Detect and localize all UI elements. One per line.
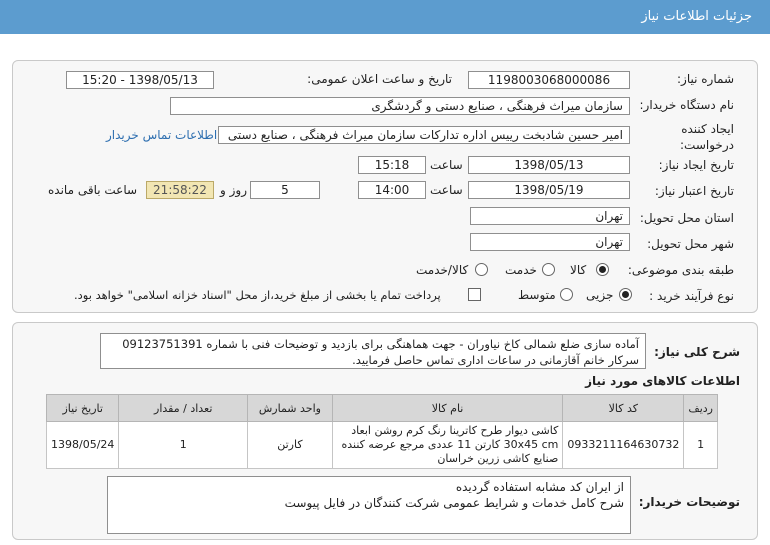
- treasury-payment-note: پرداخت تمام یا بخشی از مبلغ خرید،از محل "اسناد خزانه اسلامی" خواهد بود.: [74, 288, 441, 302]
- col-item-name: نام کالا: [332, 395, 563, 422]
- buyer-notes-label: توضیحات خریدار:: [638, 495, 740, 509]
- category-radio-service[interactable]: [542, 263, 555, 276]
- creator-field[interactable]: امیر حسین شادبخت رییس اداره تدارکات سازمان میراث فرهنگی ، صنایع دستی: [218, 126, 630, 144]
- buyer-notes-line2: شرح کامل خدمات و شرایط عمومی شرکت کنندگان در فایل پیوست: [284, 496, 624, 510]
- valid-date-field[interactable]: 1398/05/19: [468, 181, 630, 199]
- process-option-minor: جزیی: [586, 288, 614, 302]
- buyer-contact-link[interactable]: اطلاعات تماس خریدار: [106, 128, 218, 142]
- summary-label: شرح کلی نیاز:: [654, 345, 740, 359]
- category-option-service: خدمت: [505, 263, 537, 277]
- process-radio-medium[interactable]: [560, 288, 573, 301]
- goods-section-title: اطلاعات کالاهای مورد نیاز: [585, 374, 740, 388]
- announce-datetime-field[interactable]: 1398/05/13 - 15:20: [66, 71, 214, 89]
- create-date-field[interactable]: 1398/05/13: [468, 156, 630, 174]
- col-row-number: ردیف: [684, 395, 718, 422]
- buyer-notes-textbox[interactable]: [107, 476, 631, 534]
- create-time-field[interactable]: 15:18: [358, 156, 426, 174]
- buyer-org-field[interactable]: سازمان میراث فرهنگی ، صنایع دستی و گردشگری: [170, 97, 630, 115]
- valid-time-field[interactable]: 14:00: [358, 181, 426, 199]
- creator-label-line1: ایجاد کننده: [681, 122, 734, 136]
- need-number-field[interactable]: 1198003068000086: [468, 71, 630, 89]
- announce-datetime-label: تاریخ و ساعت اعلان عمومی:: [307, 72, 452, 86]
- process-type-label: نوع فرآیند خرید :: [649, 289, 734, 303]
- create-date-label: تاریخ ایجاد نیاز:: [658, 158, 734, 172]
- days-label: روز و: [220, 183, 247, 197]
- category-option-goods: کالا: [570, 263, 587, 277]
- process-radio-minor[interactable]: [619, 288, 632, 301]
- valid-time-label: ساعت: [430, 183, 463, 197]
- cell-unit: کارتن: [248, 422, 333, 469]
- summary-textbox[interactable]: آماده سازی ضلع شمالی کاخ نیاوران - جهت هماهنگی برای بازدید و توضیحات فنی با شماره 09123751391 سرکار خانم آقازمانی در ساعات اداری تماس حاصل فرمایید.: [100, 333, 646, 369]
- province-field[interactable]: تهران: [470, 207, 630, 225]
- category-radio-goods[interactable]: [596, 263, 609, 276]
- cell-row-number: 1: [684, 422, 718, 469]
- col-need-date: تاریخ نیاز: [47, 395, 119, 422]
- cell-item-code: 0933211164630732: [563, 422, 684, 469]
- city-field[interactable]: تهران: [470, 233, 630, 251]
- col-unit: واحد شمارش: [248, 395, 333, 422]
- page-header: [0, 0, 770, 34]
- cell-quantity: 1: [119, 422, 248, 469]
- cell-item-name: کاشی دیوار طرح کاترینا رنگ کرم روشن ابعاد 30x45 cm کارتن 11 عددی مرجع عرضه کننده صنایع کاشی زرین خراسان: [332, 422, 563, 469]
- treasury-payment-checkbox[interactable]: [468, 288, 481, 301]
- days-remaining-field[interactable]: 5: [250, 181, 320, 199]
- col-item-code: کد کالا: [563, 395, 684, 422]
- remaining-time-countdown: 21:58:22: [146, 181, 214, 199]
- need-number-label: شماره نیاز:: [677, 72, 734, 86]
- buyer-org-label: نام دستگاه خریدار:: [639, 98, 734, 112]
- goods-table: [46, 394, 718, 469]
- category-radio-goods-service[interactable]: [475, 263, 488, 276]
- valid-date-label: تاریخ اعتبار نیاز:: [654, 184, 734, 198]
- category-label: طبقه بندی موضوعی:: [627, 263, 734, 277]
- col-quantity: تعداد / مقدار: [119, 395, 248, 422]
- table-row: [47, 422, 718, 469]
- remaining-time-label: ساعت باقی مانده: [48, 183, 138, 197]
- create-time-label: ساعت: [430, 158, 463, 172]
- goods-table-header: [47, 395, 718, 422]
- page-title: جزئیات اطلاعات نیاز: [641, 9, 752, 24]
- category-option-goods-service: کالا/خدمت: [416, 263, 469, 277]
- city-label: شهر محل تحویل:: [647, 237, 734, 251]
- cell-need-date: 1398/05/24: [47, 422, 119, 469]
- buyer-notes-line1: از ایران کد مشابه استفاده گردیده: [455, 480, 624, 494]
- process-option-medium: متوسط: [518, 288, 556, 302]
- creator-label-line2: درخواست:: [680, 138, 734, 152]
- province-label: استان محل تحویل:: [639, 211, 734, 225]
